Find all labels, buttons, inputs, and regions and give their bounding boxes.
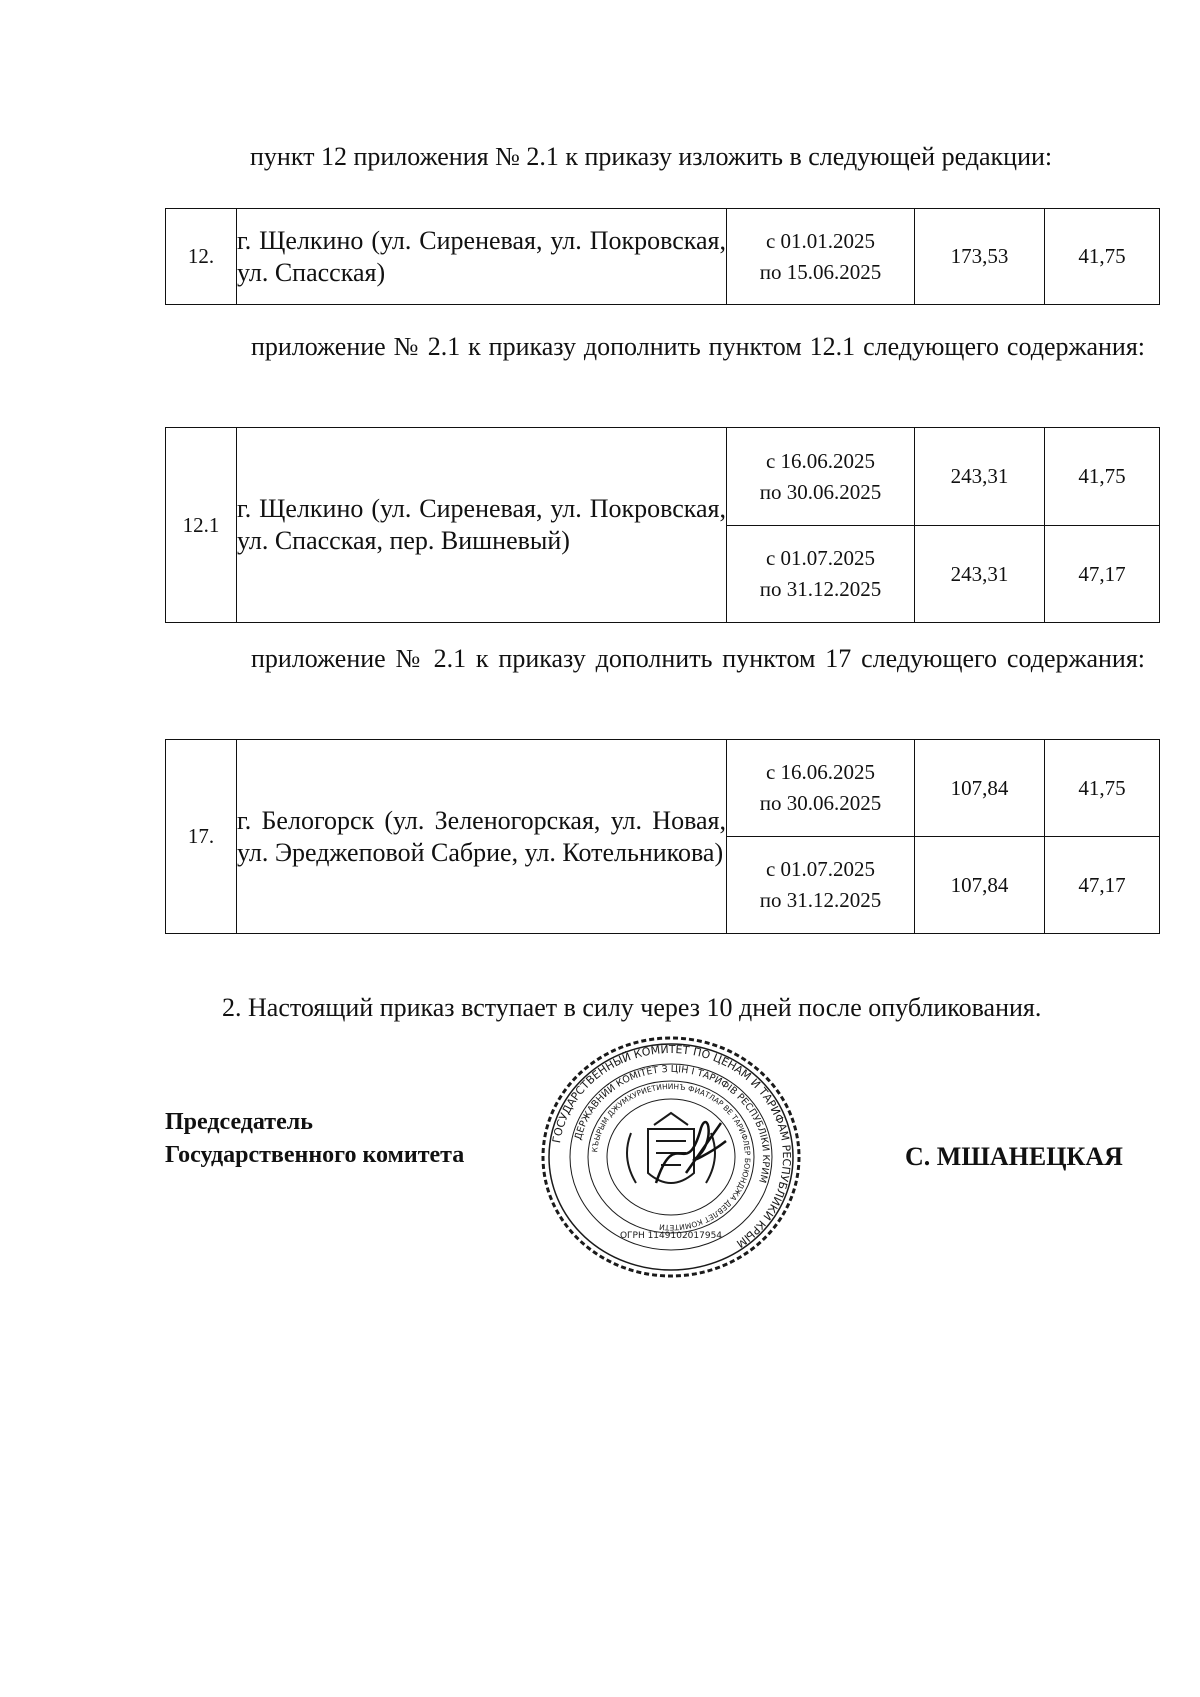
table-row: [166, 428, 1160, 526]
signatory-name: С. МШАНЕЦКАЯ: [905, 1142, 1123, 1171]
period-to: по 31.12.2025: [759, 577, 882, 601]
tariff-table-item-17: [165, 739, 1160, 934]
period-to: по 30.06.2025: [759, 479, 882, 504]
intro-paragraph-3-text: приложение № 2.1 к приказу дополнить пунктом 17 следующего содержания:: [251, 644, 1145, 673]
value-1-cell: 243,31: [915, 428, 1045, 526]
period-from: с 01.01.2025: [765, 228, 876, 253]
table-row: [166, 740, 1160, 837]
intro-paragraph-2-text: приложение № 2.1 к приказу дополнить пунктом 12.1 следующего содержания:: [251, 332, 1145, 361]
period-cell: [727, 740, 915, 837]
intro-paragraph-2: [165, 330, 1145, 396]
item-number: 17.: [166, 740, 237, 934]
period-cell: [727, 209, 915, 305]
value-2-cell: 41,75: [1045, 740, 1160, 837]
address-text: г. Белогорск (ул. Зеленогорская, ул. Новая, ул. Эреджеповой Сабрие, ул. Котельникова): [237, 805, 726, 867]
period-to: по 15.06.2025: [759, 259, 882, 284]
value-1-cell: 107,84: [915, 837, 1045, 934]
period-from: с 16.06.2025: [765, 448, 876, 473]
period-to: по 30.06.2025: [759, 791, 882, 815]
value-2-cell: 47,17: [1045, 526, 1160, 623]
address-cell: [237, 428, 727, 623]
position-line-1: Председатель: [165, 1109, 313, 1135]
item-number: 12.1: [166, 428, 237, 623]
seal-outer-text: ГОСУДАРСТВЕННЫЙ КОМИТЕТ ПО ЦЕНАМ И ТАРИФАМ РЕСПУБЛИКИ КРЫМ: [550, 1042, 794, 1251]
address-text: г. Щелкино (ул. Сиреневая, ул. Покровская, ул. Спасская, пер. Вишневый): [237, 494, 726, 555]
value-1-cell: 243,31: [915, 526, 1045, 623]
intro-paragraph-3: [165, 642, 1145, 708]
address-cell: [237, 740, 727, 934]
seal-middle-text: ДЕРЖАВНИЙ КОМІТЕТ З ЦІН І ТАРИФІВ РЕСПУБЛІКИ КРИМ: [572, 1063, 772, 1184]
item-number: 12.: [166, 209, 237, 305]
period-from: с 16.06.2025: [765, 760, 876, 784]
closing-paragraph: 2. Настоящий приказ вступает в силу через 10 дней после опубликования.: [222, 993, 1042, 1022]
seal-inner-text: КЪЫРЫМ ДЖУМХУРИЕТИНИНЪ ФИАТЛАР ВЕ ТАРИФЛЕР БОЮНДЖА ДЕВЛЕТ КОМИТЕТИ: [590, 1081, 753, 1233]
period-from: с 01.07.2025: [765, 857, 876, 881]
period-cell: [727, 428, 915, 526]
period-cell: [727, 837, 915, 934]
address-text: г. Щелкино (ул. Сиреневая, ул. Покровская, ул. Спасская): [237, 225, 726, 287]
value-1-cell: 173,53: [915, 209, 1045, 305]
period-from: с 01.07.2025: [765, 546, 876, 570]
period-cell: [727, 526, 915, 623]
official-seal: [536, 1033, 806, 1281]
value-2-cell: 47,17: [1045, 837, 1160, 934]
table-row: [166, 209, 1160, 305]
value-2-cell: 41,75: [1045, 428, 1160, 526]
value-2-cell: 41,75: [1045, 209, 1160, 305]
intro-paragraph-1: пункт 12 приложения № 2.1 к приказу изложить в следующей редакции:: [250, 142, 1053, 171]
seal-ogrn: ОГРН 1149102017954: [619, 1231, 723, 1241]
address-cell: [237, 209, 727, 305]
period-to: по 31.12.2025: [759, 888, 882, 912]
tariff-table-item-12: [165, 208, 1160, 305]
value-1-cell: 107,84: [915, 740, 1045, 837]
position-line-2: Государственного комитета: [165, 1142, 465, 1168]
signatory-position: [165, 1106, 464, 1172]
tariff-table-item-12-1: [165, 427, 1160, 623]
